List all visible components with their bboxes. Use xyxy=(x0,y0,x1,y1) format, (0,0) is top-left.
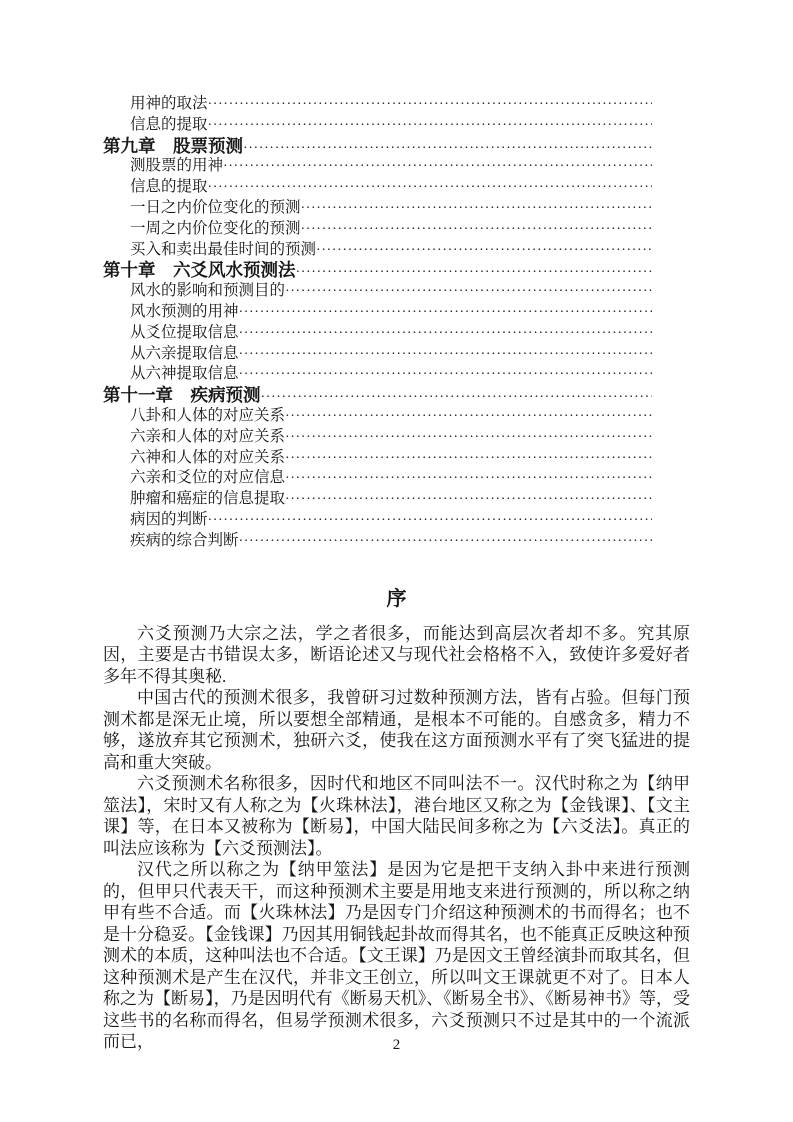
toc-item-label: 从爻位提取信息 xyxy=(130,323,239,341)
table-of-contents xyxy=(103,94,652,552)
toc-item-label: 信息的提取 xyxy=(130,115,208,133)
toc-chapter xyxy=(103,385,652,406)
toc-dot-leader xyxy=(223,157,652,177)
toc-item xyxy=(103,531,652,552)
preface-paragraph: 中国古代的预测术很多，我曾研习过数种预测方法，皆有占验。但每门预测术都是深无止境，所以要想全部精通，是根本不可能的。自感贪多，精力不够，遂放弃其它预测术，独研六爻，使我在这方面预测水平有了突飞猛进的提高和重大突破。 xyxy=(103,688,690,772)
toc-dot-leader xyxy=(239,532,652,552)
toc-item-label: 六神和人体的对应关系 xyxy=(130,448,286,466)
toc-dot-leader xyxy=(285,469,652,489)
toc-chapter-label: 第九章 股票预测 xyxy=(103,135,243,156)
toc-item-label: 买入和卖出最佳时间的预测 xyxy=(130,240,317,258)
toc-dot-leader xyxy=(301,199,652,219)
toc-dot-leader xyxy=(208,116,652,136)
toc-item-label: 六亲和爻位的对应信息 xyxy=(130,469,286,487)
toc-item-label: 一日之内价位变化的预测 xyxy=(130,198,301,216)
toc-item xyxy=(103,406,652,427)
toc-dot-leader xyxy=(285,428,652,448)
toc-item xyxy=(103,240,652,261)
toc-item-label: 风水的影响和预测目的 xyxy=(130,282,286,300)
toc-chapter xyxy=(103,136,652,157)
toc-item-label: 测股票的用神 xyxy=(130,157,224,175)
toc-item-label: 信息的提取 xyxy=(130,178,208,196)
toc-dot-leader xyxy=(208,178,652,198)
toc-item xyxy=(103,156,652,177)
toc-dot-leader xyxy=(239,365,652,385)
toc-dot-leader xyxy=(239,324,652,344)
toc-dot-leader xyxy=(239,345,652,365)
toc-item-label: 风水预测的用神 xyxy=(130,302,239,320)
toc-dot-leader xyxy=(285,282,652,302)
preface-title: 序 xyxy=(386,587,407,610)
toc-item xyxy=(103,177,652,198)
toc-dot-leader xyxy=(208,95,652,115)
toc-item xyxy=(103,115,652,136)
toc-item xyxy=(103,302,652,323)
toc-dot-leader xyxy=(243,139,652,157)
toc-dot-leader xyxy=(285,449,652,469)
toc-item xyxy=(103,448,652,469)
page-content xyxy=(103,94,690,1053)
toc-dot-leader xyxy=(285,407,652,427)
toc-item-label: 从六神提取信息 xyxy=(130,365,239,383)
toc-item xyxy=(103,489,652,510)
page-number: 2 xyxy=(392,1037,401,1053)
toc-chapter xyxy=(103,260,652,281)
toc-item xyxy=(103,468,652,489)
toc-item xyxy=(103,344,652,365)
toc-item-label: 八卦和人体的对应关系 xyxy=(130,406,286,424)
preface-paragraph: 六爻预测乃大宗之法，学之者很多，而能达到高层次者却不多。究其原因，主要是古书错误太多，断语论述又与现代社会格格不入，致使许多爱好者多年不得其奥秘. xyxy=(103,623,690,686)
toc-item xyxy=(103,364,652,385)
toc-item xyxy=(103,281,652,302)
toc-item-label: 六亲和人体的对应关系 xyxy=(130,427,286,445)
toc-item xyxy=(103,219,652,240)
preface-paragraph: 六爻预测术名称很多，因时代和地区不同叫法不一。汉代时称之为【纳甲筮法】，宋时又有人称之为【火珠林法】，港台地区又称之为【金钱课】、【文主课】等，在日本又被称为【断易】，中国大陆民间多称之为【六爻法】。真正的叫法应该称为【六爻预测法】。 xyxy=(103,774,690,858)
toc-dot-leader xyxy=(261,388,653,406)
preface-paragraph: 汉代之所以称之为【纳甲筮法】是因为它是把干支纳入卦中来进行预测的，但甲只代表天干，而这种预测术主要是用地支来进行预测的，所以称之纳甲有些不合适。而【火珠林法】乃是因专门介绍这种预测术的书而得名；也不是十分稳妥。【金钱课】乃因其用铜钱起卦故而得其名，也不能真正反映这种预测术的本质，这种叫法也不合适。【文王课】乃是因文王曾经演卦而取其名，但这种预测术是产生在汉代，并非文王创立，所以叫文王课就更不对了。日本人称之为【断易】，乃是因明代有《断易天机》、《断易全书》、《断易神书》等，受这些书的名称而得名，但易学预测术很多，六爻预测只不过是其中的一个流派而已， xyxy=(103,860,690,1052)
toc-item xyxy=(103,94,652,115)
toc-item xyxy=(103,198,652,219)
preface-section xyxy=(103,586,690,1053)
toc-item xyxy=(103,510,652,531)
toc-dot-leader xyxy=(208,511,652,531)
toc-dot-leader xyxy=(285,490,652,510)
toc-item-label: 从六亲提取信息 xyxy=(130,344,239,362)
toc-dot-leader xyxy=(301,220,652,240)
toc-item-label: 病因的判断 xyxy=(130,510,208,528)
toc-item-label: 一周之内价位变化的预测 xyxy=(130,219,301,237)
toc-dot-leader xyxy=(296,263,653,281)
toc-dot-leader xyxy=(239,303,652,323)
toc-chapter-label: 第十一章 疾病预测 xyxy=(103,385,261,406)
toc-item xyxy=(103,323,652,344)
toc-item xyxy=(103,427,652,448)
toc-dot-leader xyxy=(316,241,652,261)
toc-item-label: 用神的取法 xyxy=(130,95,208,112)
toc-item-label: 肿瘤和癌症的信息提取 xyxy=(130,490,286,508)
toc-chapter-label: 第十章 六爻风水预测法 xyxy=(103,260,296,281)
toc-item-label: 疾病的综合判断 xyxy=(130,531,239,549)
